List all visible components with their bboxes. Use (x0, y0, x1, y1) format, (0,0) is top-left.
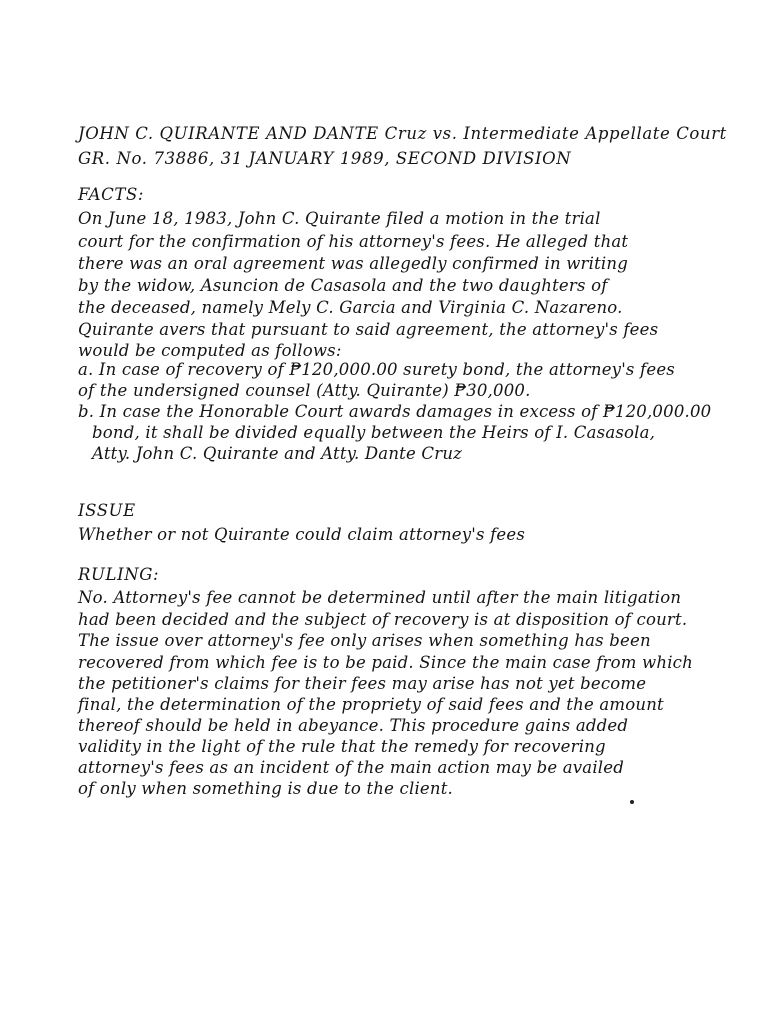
facts-line: On June 18, 1983, John C. Quirante filed a motion in the trial (78, 209, 601, 228)
ruling-line: final, the determination of the propriety of said fees and the amount (78, 695, 664, 714)
ruling-line: attorney's fees as an incident of the main action may be availed (78, 758, 625, 777)
ruling-line: had been decided and the subject of recovery is at disposition of court. (78, 610, 688, 629)
facts-heading: FACTS: (78, 185, 145, 204)
facts-line: court for the confirmation of his attorney's fees. He alleged that (78, 232, 629, 251)
facts-line: Quirante avers that pursuant to said agreement, the attorney's fees (78, 320, 659, 339)
issue-heading: ISSUE (78, 501, 136, 520)
facts-line: of the undersigned counsel (Atty. Quirante) ₱30,000. (78, 381, 531, 400)
ruling-line: recovered from which fee is to be paid. Since the main case from which (78, 653, 693, 672)
ruling-heading: RULING: (78, 565, 160, 584)
ink-dot (630, 800, 634, 804)
case-title-line: JOHN C. QUIRANTE AND DANTE Cruz vs. Intermediate Appellate Court (78, 124, 727, 143)
facts-line: there was an oral agreement was allegedly confirmed in writing (78, 254, 628, 273)
facts-item-b: b. In case the Honorable Court awards damages in excess of ₱120,000.00 (78, 402, 712, 421)
ruling-line: validity in the light of the rule that the remedy for recovering (78, 737, 606, 756)
ruling-line: the petitioner's claims for their fees may arise has not yet become (78, 674, 647, 693)
facts-line: the deceased, namely Mely C. Garcia and Virginia C. Nazareno. (78, 298, 623, 317)
facts-line: would be computed as follows: (78, 341, 342, 360)
ruling-line: The issue over attorney's fee only arises when something has been (78, 631, 651, 650)
facts-line: bond, it shall be divided equally between the Heirs of I. Casasola, (92, 423, 656, 442)
ruling-line: No. Attorney's fee cannot be determined until after the main litigation (78, 588, 682, 607)
facts-line: by the widow, Asuncion de Casasola and the two daughters of (78, 276, 608, 295)
ruling-line: of only when something is due to the client. (78, 779, 453, 798)
issue-line: Whether or not Quirante could claim attorney's fees (78, 525, 526, 544)
facts-line: Atty. John C. Quirante and Atty. Dante Cruz (92, 444, 463, 463)
ruling-line: thereof should be held in abeyance. This procedure gains added (78, 716, 629, 735)
facts-item-a: a. In case of recovery of ₱120,000.00 surety bond, the attorney's fees (78, 360, 675, 379)
case-citation-line: GR. No. 73886, 31 JANUARY 1989, SECOND DIVISION (78, 149, 572, 168)
